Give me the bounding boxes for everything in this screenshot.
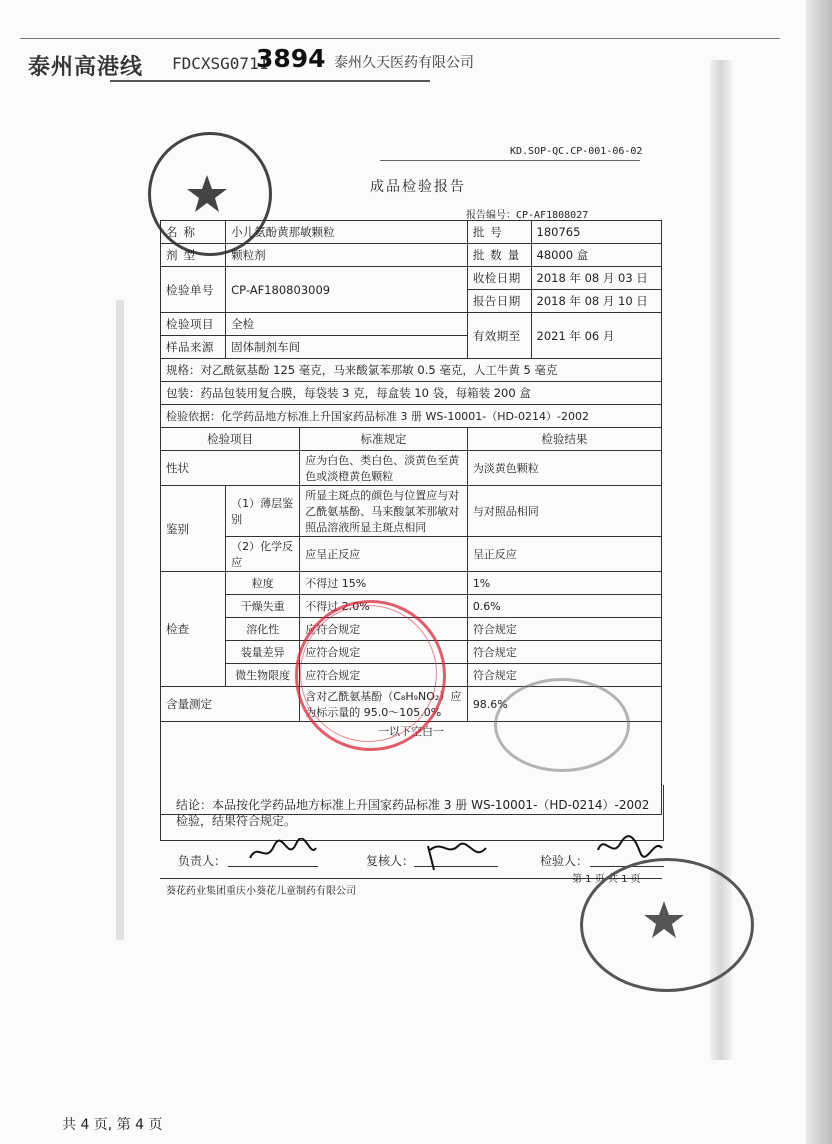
signature-scribble (424, 836, 494, 876)
pager: 共 4 页, 第 4 页 (62, 1117, 163, 1133)
assay-result: 98.6% (467, 687, 661, 722)
star-icon (583, 861, 745, 983)
distributor-seal (580, 858, 754, 992)
header-number: 3894 (256, 44, 326, 73)
chem-label: （2）化学反应 (226, 537, 300, 572)
granule-label: 粒度 (226, 572, 300, 595)
scan-artifact (116, 300, 124, 940)
responsible-signature (248, 838, 318, 871)
granule-standard: 不得过 15% (300, 572, 468, 595)
spec-row: 规格：对乙酰氨基酚 125 毫克，马来酸氯苯那敏 0.5 毫克，人工牛黄 5 毫克 (161, 359, 662, 382)
table-row (161, 486, 662, 537)
assay-standard: 含对乙酰氨基酚（C₈H₉NO₂）应为标示量的 95.0～105.0% (300, 687, 468, 722)
character-result: 为淡黄色颗粒 (467, 451, 661, 486)
character-standard: 应为白色、类白色、淡黄色至黄色或淡橙黄色颗粒 (300, 451, 468, 486)
header-location: 泰州高港线 (28, 55, 144, 80)
check-label: 检查 (161, 572, 226, 687)
header-rule (20, 38, 780, 39)
doc-rule (380, 160, 640, 161)
form-value: 颗粒剂 (226, 244, 468, 267)
table-row (161, 221, 662, 244)
dry-standard: 不得过 2.0% (300, 595, 468, 618)
item-label: 检验项目 (161, 313, 226, 336)
dry-label: 干燥失重 (226, 595, 300, 618)
receive-date-value: 2018 年 08 月 03 日 (531, 267, 662, 290)
header-company: 泰州久天医药有限公司 (334, 55, 474, 71)
granule-result: 1% (467, 572, 661, 595)
sol-standard: 应符合规定 (300, 618, 468, 641)
micro-result: 符合规定 (467, 664, 661, 687)
doc-number: KD.SOP-QC.CP-001-06-02 (510, 146, 643, 157)
inspector-label: 检验人： (540, 854, 589, 868)
col-item-header: 检验项目 (161, 428, 300, 451)
conclusion-line1: 结论：本品按化学药品地方标准上升国家药品标准 3 册 WS-10001-（HD-0214）-2002 (176, 798, 650, 812)
test-no-label: 检验单号 (161, 267, 226, 313)
ident-label: 鉴别 (161, 486, 226, 572)
table-row (161, 359, 662, 382)
source-label: 样品来源 (161, 336, 226, 359)
table-row (161, 572, 662, 595)
inspection-seal-inner (300, 605, 437, 742)
table-row (161, 451, 662, 486)
expiry-label: 有效期至 (467, 313, 531, 359)
micro-standard: 应符合规定 (300, 664, 468, 687)
expiry-value: 2021 年 06 月 (531, 313, 662, 359)
table-row (161, 244, 662, 267)
item-value: 全检 (226, 313, 468, 336)
table-row (161, 382, 662, 405)
report-date-label: 报告日期 (467, 290, 531, 313)
batch-qty-value: 48000 盒 (531, 244, 662, 267)
batch-value: 180765 (531, 221, 662, 244)
batch-qty-label: 批数量 (467, 244, 531, 267)
assay-label: 含量测定 (161, 687, 300, 722)
report-date-value: 2018 年 08 月 10 日 (531, 290, 662, 313)
tlc-standard: 所显主斑点的颜色与位置应与对乙酰氨基酚、马来酸氯苯那敏对照品溶液所显主斑点相同 (300, 486, 468, 537)
col-result-header: 检验结果 (467, 428, 661, 451)
signature-scribble (248, 838, 318, 866)
blank-row: 一以下空白一 (161, 722, 662, 815)
col-standard-header: 标准规定 (300, 428, 468, 451)
chem-result: 呈正反应 (467, 537, 661, 572)
report-number: 报告编号：CP-AF1808027 (466, 210, 589, 221)
micro-label: 微生物限度 (226, 664, 300, 687)
scan-edge (806, 0, 832, 1144)
faded-seal (494, 678, 630, 772)
sol-result: 符合规定 (467, 618, 661, 641)
reviewer-signature (424, 836, 494, 881)
responsible-label: 负责人： (178, 854, 227, 868)
report-title: 成品检验报告 (370, 179, 466, 195)
header-code: FDCXSG0711 (172, 54, 269, 73)
basis-row: 检验依据：化学药品地方标准上升国家药品标准 3 册 WS-10001-（HD-0214）-2002 (161, 405, 662, 428)
tlc-label: （1）薄层鉴别 (226, 486, 300, 537)
table-row (161, 267, 662, 290)
receive-date-label: 收检日期 (467, 267, 531, 290)
table-row (161, 405, 662, 428)
package-row: 包装：药品包装用复合膜，每袋装 3 克，每盒装 10 袋，每箱装 200 盒 (161, 382, 662, 405)
tlc-result: 与对照品相同 (467, 486, 661, 537)
name-label: 名称 (161, 221, 226, 244)
table-row (161, 313, 662, 336)
header-underline (110, 80, 430, 82)
form-label: 剂型 (161, 244, 226, 267)
name-value: 小儿氨酚黄那敏颗粒 (226, 221, 468, 244)
test-no-value: CP-AF180803009 (226, 267, 468, 313)
footer-company: 葵花药业集团重庆小葵花儿童制药有限公司 (166, 886, 356, 897)
conclusion-line2: 检验，结果符合规定。 (176, 814, 297, 828)
dry-result: 0.6% (467, 595, 661, 618)
reviewer-label: 复核人： (366, 854, 415, 868)
fill-standard: 应符合规定 (300, 641, 468, 664)
fill-label: 装量差异 (226, 641, 300, 664)
table-row (161, 428, 662, 451)
source-value: 固体制剂车间 (226, 336, 468, 359)
sol-label: 溶化性 (226, 618, 300, 641)
table-row (161, 537, 662, 572)
chem-standard: 应呈正反应 (300, 537, 468, 572)
page-number: 第 1 页 共 1 页 (572, 874, 641, 885)
character-label: 性状 (161, 451, 300, 486)
fill-result: 符合规定 (467, 641, 661, 664)
batch-label: 批号 (467, 221, 531, 244)
